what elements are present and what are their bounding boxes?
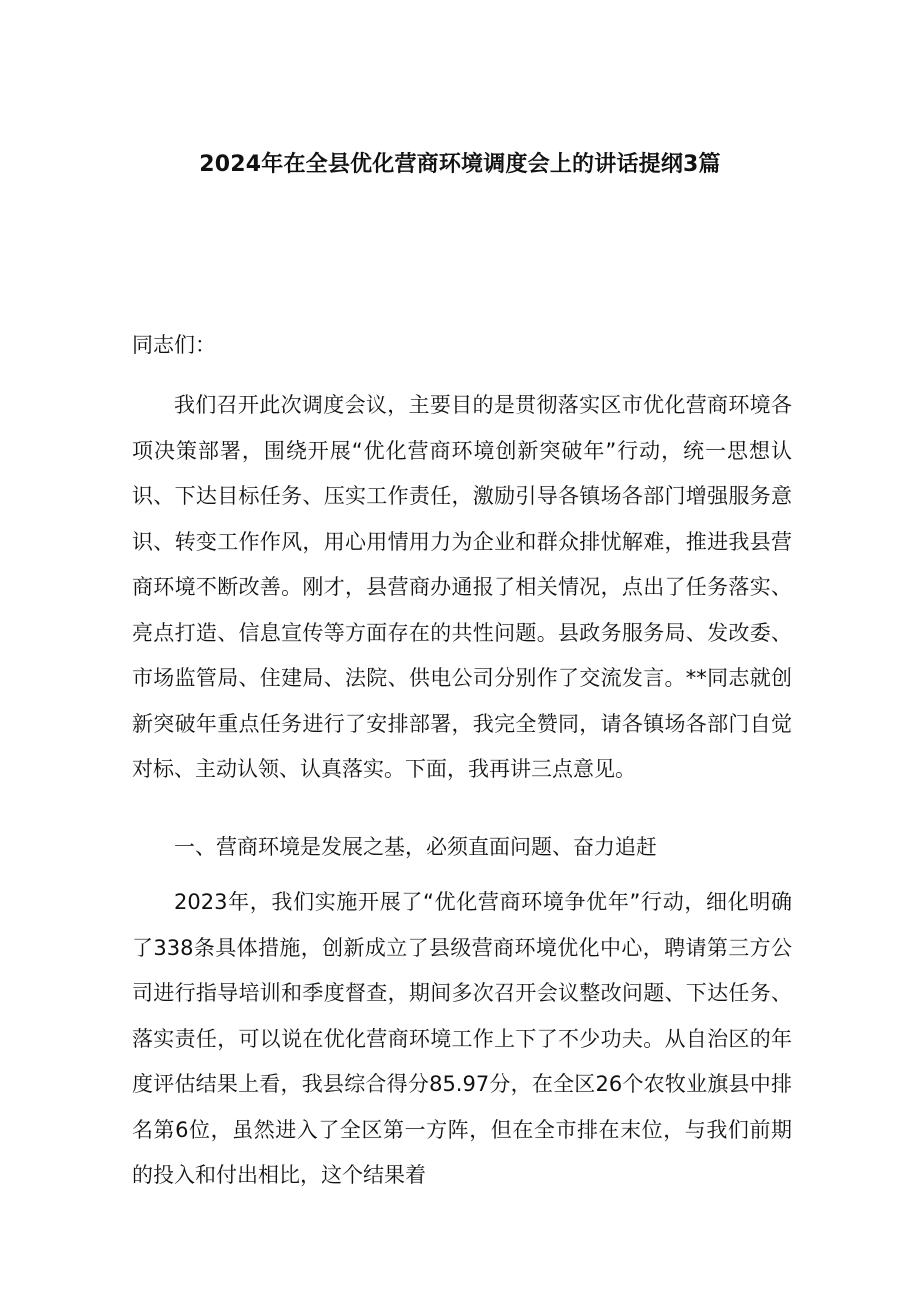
paragraph-section-1: 2023年，我们实施开展了“优化营商环境争优年”行动，细化明确了338条具体措施，创新成立了县级营商环境优化中心，聘请第三方公司进行指导培训和季度督查，期间多次召开会议整改问题、下达任务、落实责任，可以说在优化营商环境工作上下了不少功夫。从自治区的年度评估结果上看，我县综合得分85.97分，在全区26个农牧业旗县中排名第6位，虽然进入了全区第一方阵，但在全市排在末位，与我们前期的投入和付出相比，这个结果着 bbox=[132, 890, 792, 1187]
salutation: 同志们： bbox=[132, 333, 216, 357]
paragraph-opening: 我们召开此次调度会议，主要目的是贯彻落实区市优化营商环境各项决策部署，围绕开展“优化营商环境创新突破年”行动，统一思想认识、下达目标任务、压实工作责任，激励引导各镇场各部门增强服务意识、转变工作作风，用心用情用力为企业和群众排忧解难，推进我县营商环境不断改善。刚才，县营商办通报了相关情况，点出了任务落实、亮点打造、信息宣传等方面存在的共性问题。县政务服务局、发改委、市场监管局、住建局、法院、供电公司分别作了交流发言。**同志就创新突破年重点任务进行了安排部署，我完全赞同，请各镇场各部门自觉对标、主动认领、认真落实。下面，我再讲三点意见。 bbox=[132, 393, 792, 781]
document-title: 2024年在全县优化营商环境调度会上的讲话提纲3篇 bbox=[199, 152, 721, 177]
section-heading-1: 一、营商环境是发展之基，必须直面问题、奋力追赶 bbox=[174, 835, 657, 859]
